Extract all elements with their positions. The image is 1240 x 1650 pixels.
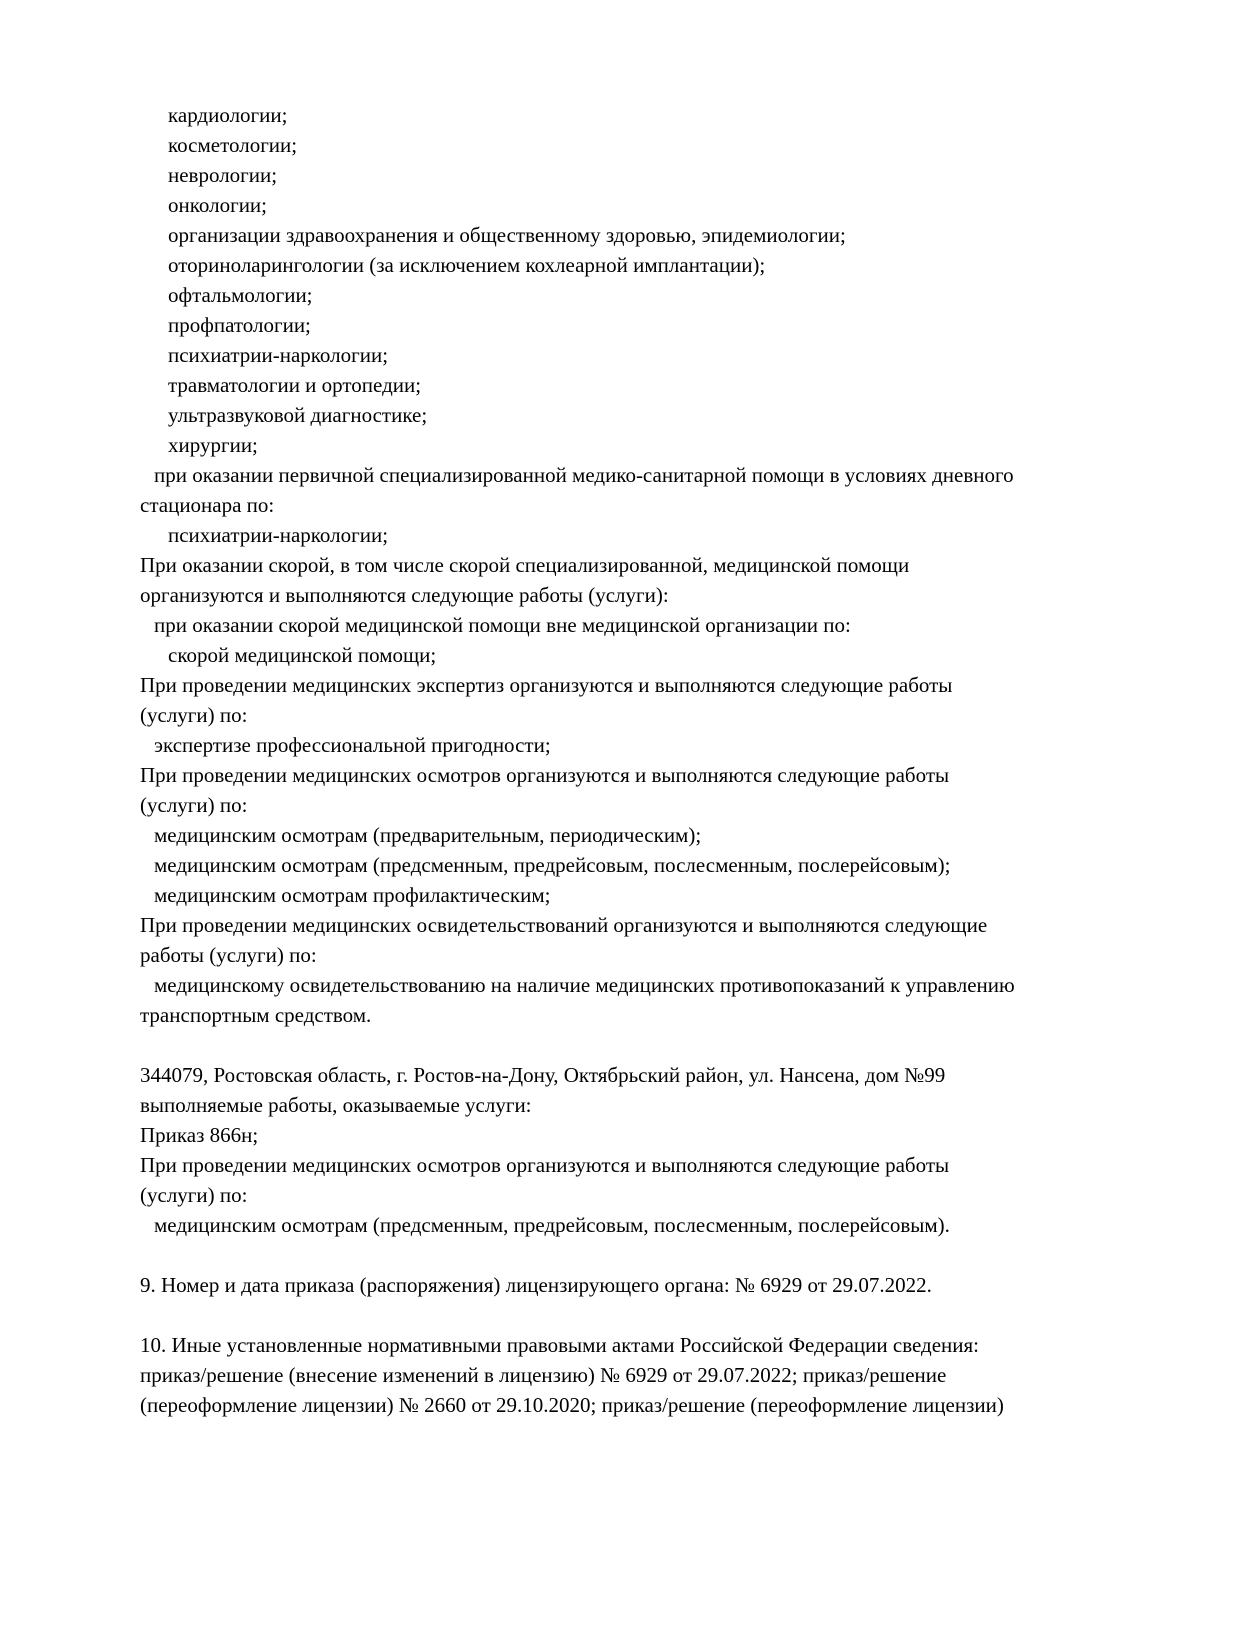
document-line: работы (услуги) по:: [140, 943, 317, 967]
document-line: при оказании скорой медицинской помощи вне медицинской организации по:: [154, 613, 851, 637]
document-line: офтальмологии;: [168, 283, 313, 307]
document-line: 344079, Ростовская область, г. Ростов-на-Дону, Октябрьский район, ул. Нансена, дом №99: [140, 1063, 946, 1087]
document-line: хирургии;: [168, 433, 258, 457]
document-line: травматологии и ортопедии;: [168, 373, 422, 397]
document-line: (услуги) по:: [140, 703, 248, 727]
document-line: организуются и выполняются следующие работы (услуги):: [140, 583, 669, 607]
document-line: психиатрии-наркологии;: [168, 523, 389, 547]
document-line: транспортным средством.: [140, 1003, 372, 1027]
document-line: оториноларингологии (за исключением кохлеарной имплантации);: [168, 253, 766, 277]
document-line: приказ/решение (внесение изменений в лицензию) № 6929 от 29.07.2022; приказ/решение: [140, 1363, 947, 1387]
document-line: (переоформление лицензии) № 2660 от 29.10.2020; приказ/решение (переоформление лицензии): [140, 1393, 1004, 1417]
document-line: При оказании скорой, в том числе скорой специализированной, медицинской помощи: [140, 553, 910, 577]
document-line: при оказании первичной специализированной медико-санитарной помощи в условиях дневного: [154, 463, 1014, 487]
document-line: медицинским осмотрам (предварительным, периодическим);: [154, 823, 702, 847]
document-line: медицинским осмотрам (предсменным, предрейсовым, послесменным, послерейсовым).: [154, 1213, 950, 1237]
document-line: (услуги) по:: [140, 793, 248, 817]
document-line: медицинским осмотрам профилактическим;: [154, 883, 551, 907]
document-body: [140, 100, 1150, 1420]
document-line: выполняемые работы, оказываемые услуги:: [140, 1093, 532, 1117]
document-line: (услуги) по:: [140, 1183, 248, 1207]
blank-line: [140, 1030, 1150, 1060]
document-line: экспертизе профессиональной пригодности;: [154, 733, 551, 757]
document-line: стационара по:: [140, 493, 275, 517]
document-line: профпатологии;: [168, 313, 311, 337]
document-line: косметологии;: [168, 133, 298, 157]
document-line: кардиологии;: [168, 103, 288, 127]
document-line: онкологии;: [168, 193, 268, 217]
document-line: При проведении медицинских осмотров организуются и выполняются следующие работы: [140, 1153, 950, 1177]
document-line: 10. Иные установленные нормативными правовыми актами Российской Федерации сведения:: [140, 1333, 980, 1357]
document-line: скорой медицинской помощи;: [168, 643, 437, 667]
document-line: При проведении медицинских освидетельствований организуются и выполняются следующие: [140, 913, 988, 937]
document-line: Приказ 866н;: [140, 1123, 259, 1147]
document-line: ультразвуковой диагностике;: [168, 403, 428, 427]
blank-line: [140, 1300, 1150, 1330]
document-line: 9. Номер и дата приказа (распоряжения) лицензирующего органа: № 6929 от 29.07.2022.: [140, 1273, 932, 1297]
blank-line: [140, 1240, 1150, 1270]
document-line: организации здравоохранения и общественному здоровью, эпидемиологии;: [168, 223, 846, 247]
document-line: медицинскому освидетельствованию на наличие медицинских противопоказаний к управлению: [154, 973, 1015, 997]
document-line: При проведении медицинских экспертиз организуются и выполняются следующие работы: [140, 673, 953, 697]
document-line: медицинским осмотрам (предсменным, предрейсовым, послесменным, послерейсовым);: [154, 853, 951, 877]
document-line: психиатрии-наркологии;: [168, 343, 389, 367]
document-line: При проведении медицинских осмотров организуются и выполняются следующие работы: [140, 763, 950, 787]
document-line: неврологии;: [168, 163, 278, 187]
